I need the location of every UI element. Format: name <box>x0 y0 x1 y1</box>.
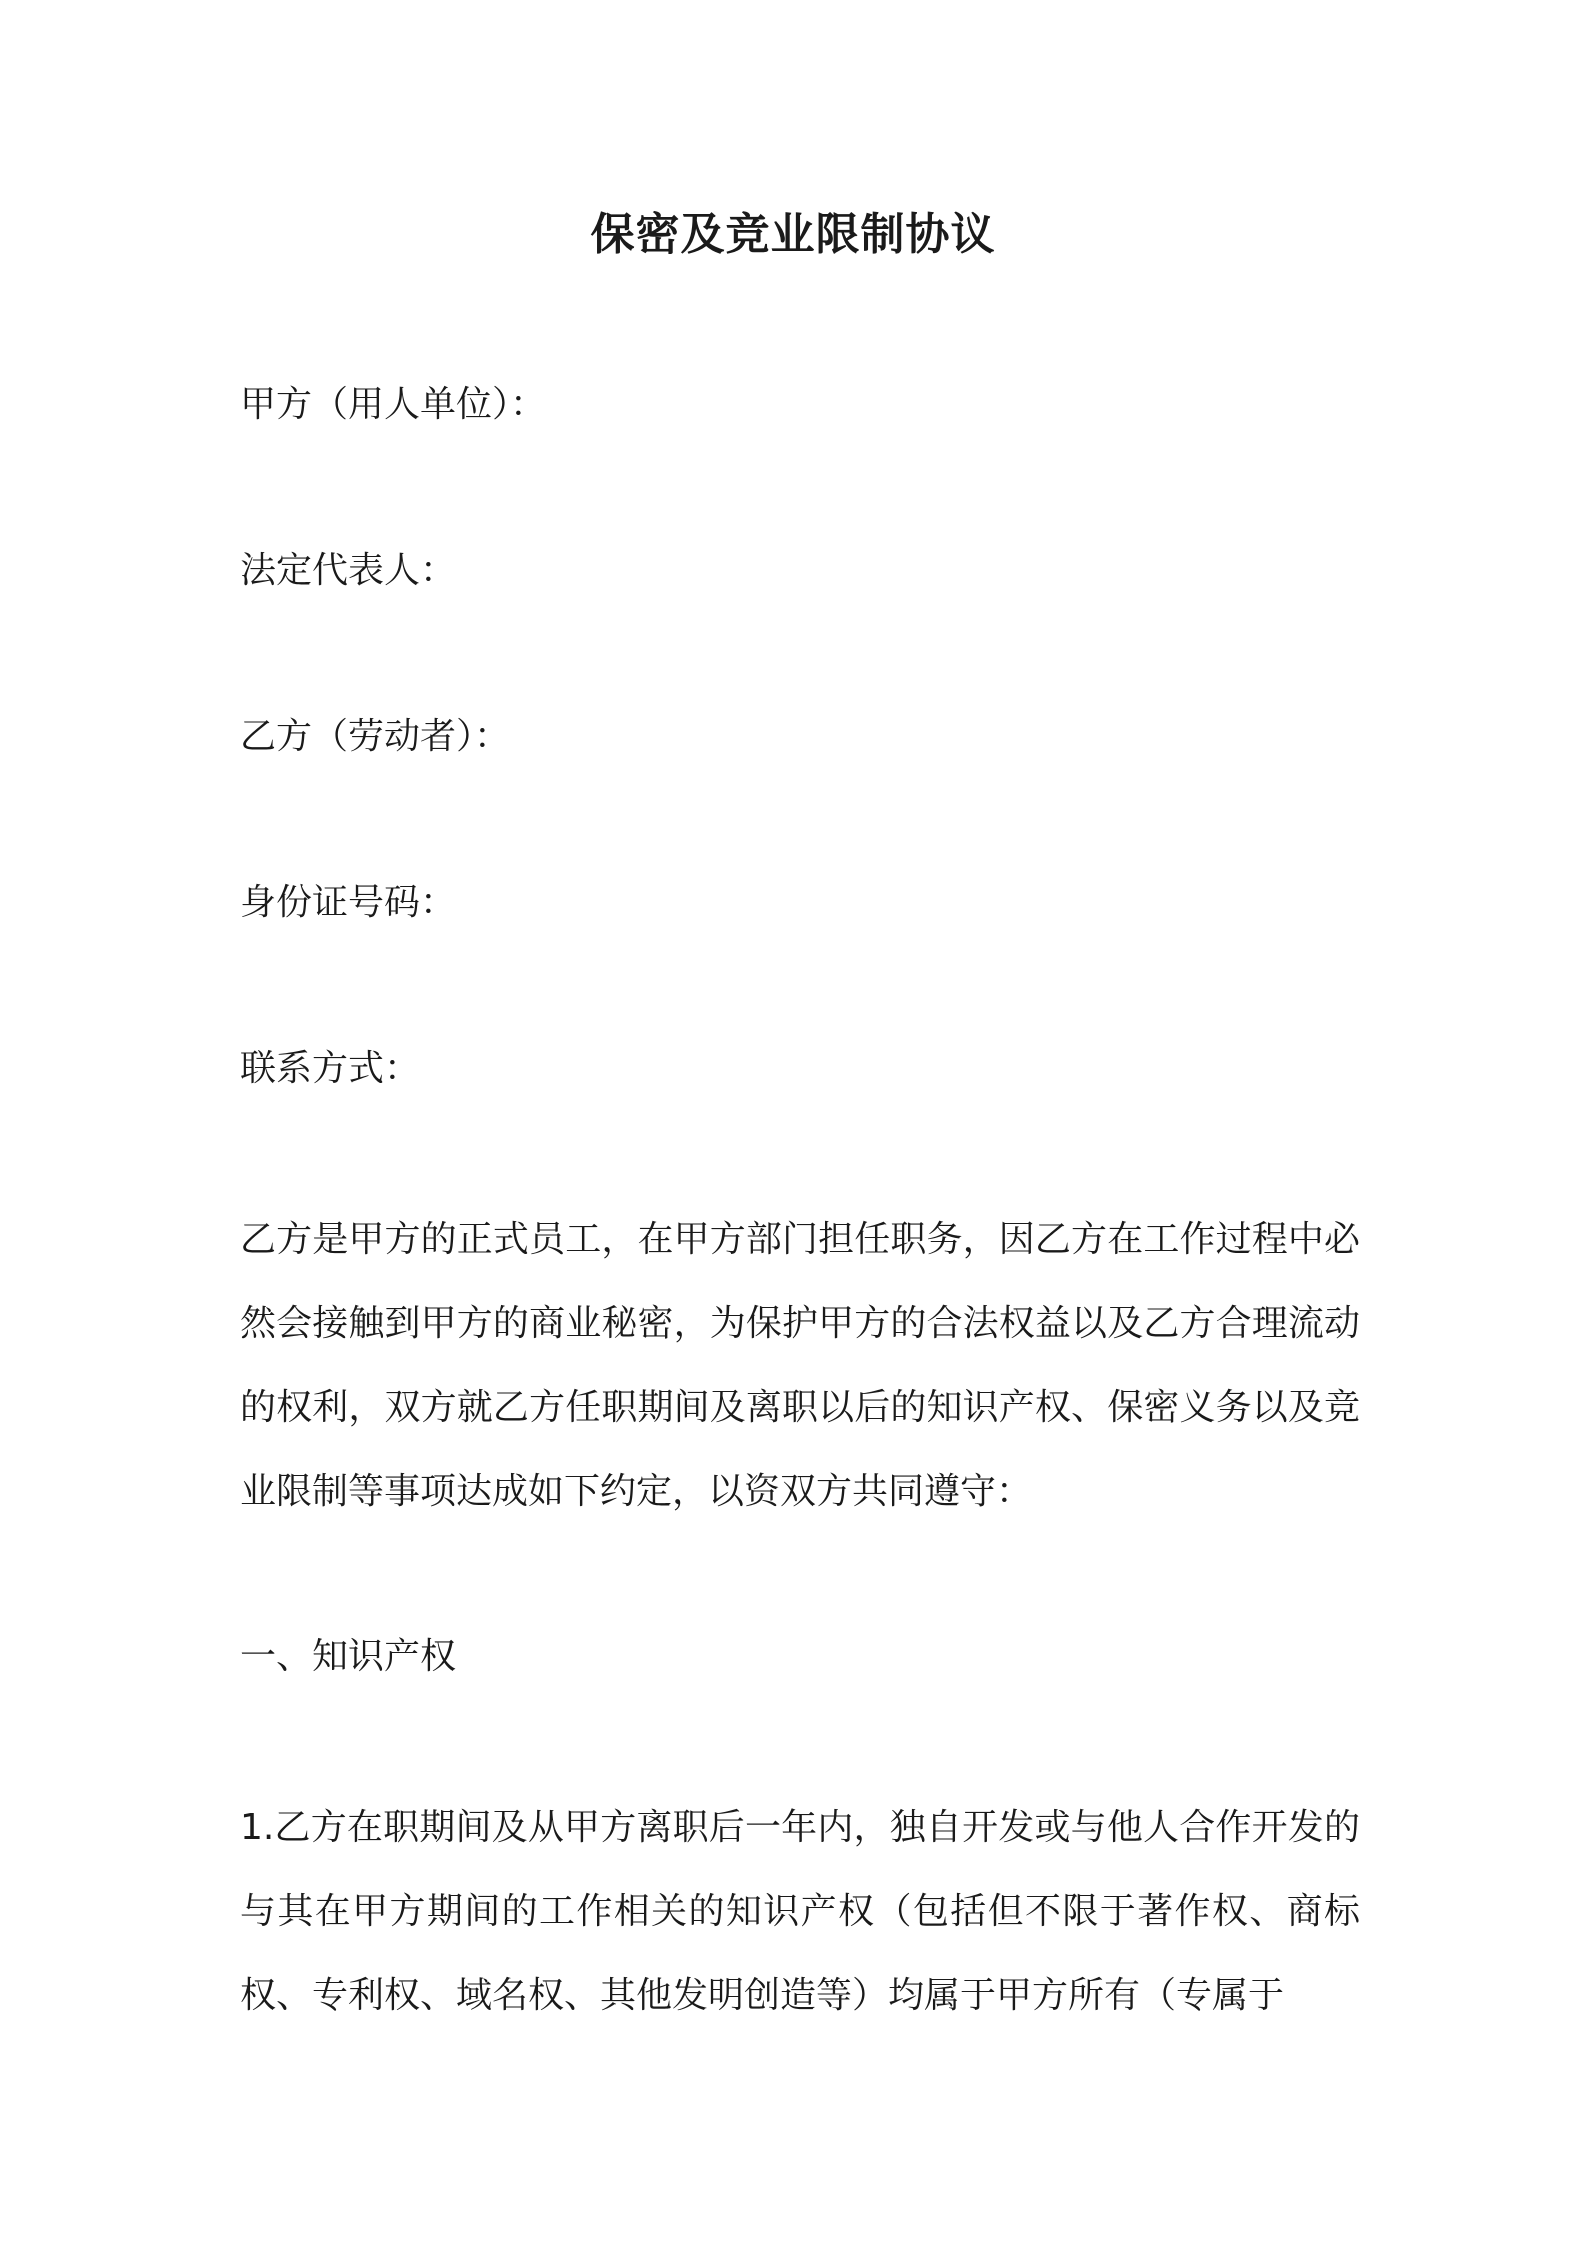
field-contact: 联系方式： <box>240 1048 421 1089</box>
preamble-paragraph: 乙方是甲方的正式员工，在甲方部门担任职务，因乙方在工作过程中必然会接触到甲方的商业秘密，为保护甲方的合法权益以及乙方合理流动的权利，双方就乙方任职期间及离职以后的知识产权、保密义务以及竞业限制等事项达成如下约定，以资双方共同遵守： <box>240 1219 1360 1512</box>
field-party-a: 甲方（用人单位）： <box>240 384 547 425</box>
field-party-b: 乙方（劳动者）： <box>240 716 511 757</box>
field-legal-representative: 法定代表人： <box>240 550 457 591</box>
field-id-number: 身份证号码： <box>240 882 457 923</box>
clause-1-paragraph: 1.乙方在职期间及从甲方离职后一年内，独自开发或与他人合作开发的与其在甲方期间的工作相关的知识产权（包括但不限于著作权、商标权、专利权、域名权、其他发明创造等）均属于甲方所有（专属于 <box>240 1807 1360 2016</box>
section-heading-intellectual-property: 一、知识产权 <box>240 1636 457 1677</box>
document-title: 保密及竞业限制协议 <box>590 209 996 260</box>
